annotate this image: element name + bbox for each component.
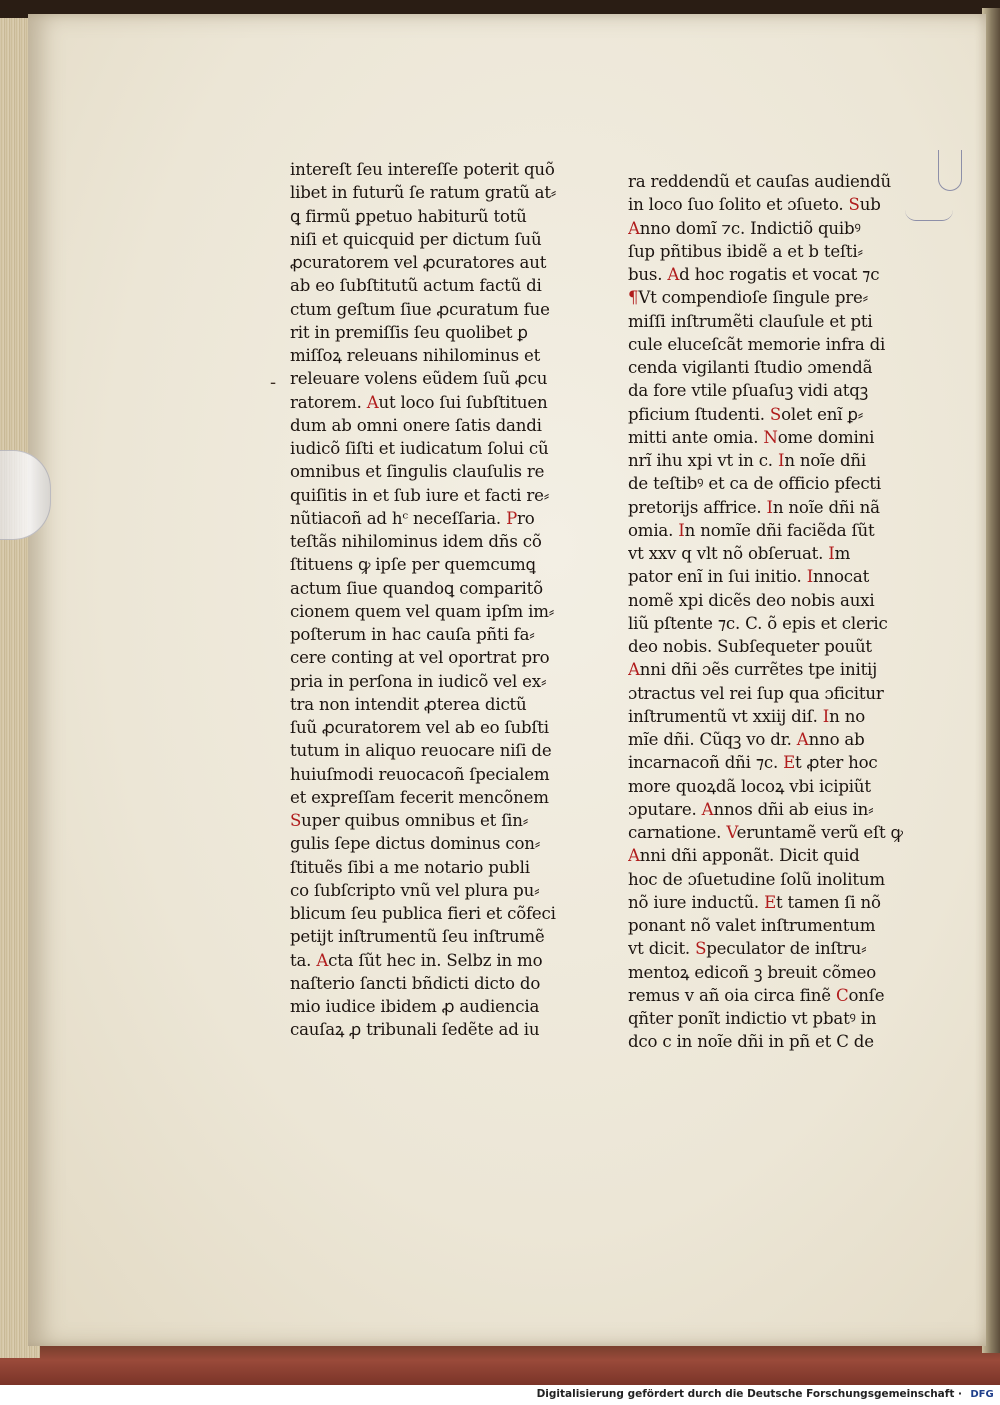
line-text: cauſaꝝ ꝓ tribunali ſedẽte ad iu <box>290 1020 540 1040</box>
line-text: miſſi inſtrumẽti clauſule et pti <box>628 311 873 331</box>
text-line <box>290 298 570 321</box>
text-line <box>290 832 570 855</box>
line-text-cont: ut loco ſui ſubſtituen <box>378 392 548 412</box>
text-line <box>290 972 570 995</box>
text-line <box>628 333 908 356</box>
line-text: intereſt ſeu intereſſe poterit quõ <box>290 160 555 179</box>
line-text: et expreſſam fecerit mencõnem <box>290 787 549 807</box>
line-text: ſtituens ꝙ ipſe per quemcumꝗ <box>290 555 536 575</box>
line-text: ab eo ſubſtitutũ actum factũ di <box>290 276 542 296</box>
rubric-initial: P <box>506 508 518 528</box>
line-text: de teſtibꝰ et ca de officio pfecti <box>628 474 881 494</box>
line-text: releuare volens eũdem ſuũ ꝓcu <box>290 369 548 389</box>
line-text-cont: Vt compendioſe ſingule pre⸗ <box>638 288 868 308</box>
text-line <box>628 217 908 240</box>
text-line <box>628 635 908 658</box>
line-text: ſuũ ꝓcuratorem vel ab eo ſubſti <box>290 718 549 737</box>
text-line <box>628 868 908 891</box>
line-text: more quoꝝdã locoꝝ vbi icipiũt <box>628 776 871 796</box>
line-text-cont: onſe <box>848 985 885 1005</box>
line-text: hoc de ɔſuetudine ſolũ inolitum <box>628 869 885 889</box>
text-line <box>290 228 570 251</box>
rubric-initial: E <box>764 892 776 912</box>
line-text: mio iudice ibidem ꝓ audiencia <box>290 997 540 1016</box>
text-line <box>628 286 908 309</box>
text-line <box>290 158 570 181</box>
line-text: miſſoꝝ releuans nihilominus et <box>290 346 541 365</box>
text-line <box>628 612 908 635</box>
text-line <box>290 646 570 669</box>
line-text: cionem quem vel quam ipſm im⸗ <box>290 601 555 621</box>
text-line <box>628 379 908 402</box>
line-text: naſterio ſancti bñdicti dicto do <box>290 973 541 993</box>
text-line <box>628 844 908 867</box>
book-cover-edge <box>0 1340 1000 1385</box>
line-text-cont: peculator de inſtru⸗ <box>706 939 867 959</box>
line-text: ponant nõ valet inſtrumentum <box>628 916 876 935</box>
text-line <box>628 1030 908 1053</box>
text-line <box>628 449 908 472</box>
text-line <box>628 403 908 426</box>
rubric-initial: A <box>628 846 640 866</box>
text-line <box>628 542 908 565</box>
text-column-left <box>290 158 570 1042</box>
text-line <box>290 391 570 414</box>
line-text: cenda vigilanti ſtudio ɔmendã <box>628 358 873 377</box>
text-line <box>290 763 570 786</box>
text-line <box>290 205 570 228</box>
line-text: remus v añ oia circa finẽ <box>628 985 836 1005</box>
line-text-cont: ro <box>517 508 535 528</box>
line-text: nõ iure inductũ. <box>628 892 765 912</box>
margin-annotation-swash <box>905 210 953 221</box>
rubric-initial: A <box>316 950 329 970</box>
rubric-initial: N <box>763 427 778 447</box>
line-text: rit in premiſſis ſeu quolibet ꝑ <box>290 322 528 342</box>
text-line <box>290 879 570 902</box>
text-line <box>290 693 570 716</box>
line-text: mitti ante omia. <box>628 427 764 447</box>
line-text: dco c in noĩe dñi in pñ et C de <box>628 1032 874 1052</box>
line-text-cont: nno domĩ ⁊c. Indictiõ quibꝰ <box>639 218 861 238</box>
line-text: ꝓcuratorem vel ꝓcuratores aut <box>290 253 547 272</box>
text-line <box>628 658 908 681</box>
rubric-initial: I <box>822 706 830 726</box>
text-line <box>628 426 908 449</box>
line-text: incarnacoñ dñi ⁊c. <box>628 753 784 773</box>
line-text: ɔtractus vel rei ſup qua ɔficitur <box>628 683 884 703</box>
footer-credit: Digitalisierung gefördert durch die Deutsche Forschungsgemeinschaft · <box>536 1388 962 1400</box>
text-line <box>628 728 908 751</box>
line-text-cont: t tamen ſi nõ <box>776 892 881 912</box>
line-text: pator enĩ in ſui initio. <box>628 567 807 587</box>
line-text: inſtrumentũ vt xxiij diſ. <box>628 706 823 726</box>
line-text: libet in futurũ ſe ratum gratũ at⸗ <box>290 183 557 203</box>
rubric-initial: E <box>783 753 796 773</box>
rubric-initial: I <box>678 520 685 540</box>
line-text: bus. <box>628 265 668 284</box>
line-text: tra non intendit ꝓterea dictũ <box>290 694 527 714</box>
rubric-initial: I <box>766 497 773 517</box>
line-text: nrĩ ihu xpi vt in c. <box>628 451 778 470</box>
text-line <box>290 367 570 390</box>
line-text-cont: nnocat <box>813 567 870 587</box>
line-text-cont: n no <box>829 706 865 726</box>
line-text: ratorem. <box>290 392 367 412</box>
text-line <box>290 274 570 297</box>
line-text-cont: t ꝓter hoc <box>795 753 878 773</box>
text-line <box>290 460 570 483</box>
text-line <box>290 786 570 809</box>
line-text-cont: m <box>834 544 851 563</box>
line-text: quiſitis in et ſub iure et facti re⸗ <box>290 485 550 505</box>
text-line <box>628 961 908 984</box>
line-text: pficium ſtudenti. <box>628 404 770 424</box>
line-text-cont: n noĩe dñi <box>784 451 866 470</box>
rubric-initial: I <box>806 567 814 587</box>
text-line <box>628 170 908 193</box>
line-text: ta. <box>290 950 317 970</box>
text-line <box>290 437 570 460</box>
text-line <box>290 925 570 948</box>
text-line <box>290 577 570 600</box>
line-text: mentoꝝ edicoñ ꝫ breuit cõmeo <box>628 962 877 982</box>
line-text: dum ab omni onere ſatis dandi <box>290 415 542 435</box>
margin-annotation-mark <box>938 150 962 191</box>
text-line <box>290 600 570 623</box>
text-line <box>628 472 908 495</box>
text-line <box>290 670 570 693</box>
rubric-initial: I <box>777 451 785 470</box>
line-text-cont: ub <box>859 195 881 215</box>
text-line <box>628 937 908 960</box>
rubric-initial: S <box>848 195 860 215</box>
dfg-logo: DFG <box>968 1388 996 1402</box>
line-text-cont: nni dñi ɔẽs currẽtes tpe initij <box>639 660 878 680</box>
line-text-cont: nno ab <box>808 730 865 749</box>
text-line <box>290 716 570 739</box>
line-text: niſi et quicquid per dictum ſuũ <box>290 229 542 249</box>
line-text: petijt inſtrumentũ ſeu inſtrumẽ <box>290 927 545 947</box>
line-text: ꝗ firmũ ꝑpetuo habiturũ totũ <box>290 206 527 226</box>
line-text: teſtãs nihilominus idem dñs cõ <box>290 532 542 551</box>
text-line <box>290 1018 570 1041</box>
text-line <box>628 310 908 333</box>
text-line <box>628 193 908 216</box>
line-text: actum ſiue quandoꝗ comparitõ <box>290 578 543 598</box>
margin-mark: - <box>270 372 277 393</box>
rubric-initial: V <box>726 823 737 842</box>
rubric-initial: A <box>701 799 714 819</box>
rubric-initial: ¶ <box>628 288 639 308</box>
line-text: deo nobis. Subſequeter pouũt <box>628 637 872 656</box>
line-text-cont: n noĩe dñi nã <box>772 497 880 517</box>
line-text: qñter ponĩt indictio vt pbatꝰ in <box>628 1009 877 1028</box>
line-text: ra reddendũ et cauſas audiendũ <box>628 172 891 191</box>
line-text: tutum in aliquo reuocare niſi de <box>290 741 552 761</box>
line-text-cont: ome domini <box>777 427 875 447</box>
text-line <box>628 519 908 542</box>
line-text: cere conting at vel oportrat pro <box>290 648 550 668</box>
text-line <box>290 856 570 879</box>
text-line <box>628 751 908 774</box>
text-line <box>628 263 908 286</box>
rubric-initial: S <box>290 811 302 830</box>
text-line <box>628 496 908 519</box>
line-text: poſterum in hac cauſa pñti fa⸗ <box>290 625 535 644</box>
line-text: blicum ſeu publica fieri et cõfeci <box>290 904 556 923</box>
line-text: iudicõ ſiſti et iudicatum ſolui cũ <box>290 439 549 458</box>
line-text: ɔputare. <box>628 799 702 819</box>
text-line <box>290 809 570 832</box>
rubric-initial: I <box>828 544 835 563</box>
rubric-initial: A <box>628 218 640 238</box>
rubric-initial: A <box>628 660 640 680</box>
text-line <box>290 623 570 646</box>
line-text: carnatione. <box>628 823 727 842</box>
text-line <box>290 181 570 204</box>
footer-bar <box>0 1385 1000 1405</box>
rubric-initial: A <box>796 730 809 749</box>
text-line <box>628 356 908 379</box>
line-text: gulis ſepe dictus dominus con⸗ <box>290 834 541 854</box>
text-line <box>290 902 570 925</box>
line-text-cont: olet enĩ ꝑ⸗ <box>781 404 864 424</box>
text-line <box>290 949 570 972</box>
rubric-initial: A <box>366 392 379 412</box>
line-text: huiuſmodi reuocacoñ ſpecialem <box>290 764 550 784</box>
text-line <box>628 589 908 612</box>
text-line <box>628 705 908 728</box>
text-line <box>628 240 908 263</box>
line-text-cont: eruntamẽ verũ eſt ꝙ <box>736 823 903 842</box>
text-line <box>628 984 908 1007</box>
text-line <box>290 344 570 367</box>
text-line <box>628 1007 908 1030</box>
text-line <box>290 739 570 762</box>
text-line <box>290 530 570 553</box>
rubric-initial: S <box>769 404 782 424</box>
text-line <box>290 321 570 344</box>
line-text: co ſubſcripto vnũ vel plura pu⸗ <box>290 880 540 900</box>
text-column-right <box>628 170 908 1054</box>
line-text: ſtituẽs ſibi a me notario publi <box>290 857 530 877</box>
line-text: in loco ſuo ſolito et ɔſueto. <box>628 195 849 215</box>
text-line <box>290 995 570 1018</box>
text-line <box>290 414 570 437</box>
line-text-cont: n nomĩe dñi faciẽda ſũt <box>684 520 875 540</box>
text-line <box>290 507 570 530</box>
line-text: ſup pñtibus ibidẽ a et b teſti⸗ <box>628 241 863 261</box>
line-text: nũtiacoñ ad hᶜ neceſſaria. <box>290 508 507 528</box>
rubric-initial: C <box>835 985 849 1005</box>
text-line <box>628 891 908 914</box>
line-text: omnibus et ſingulis clauſulis re <box>290 462 545 482</box>
line-text-cont: nni dñi apponãt. Dicit quid <box>639 846 860 866</box>
text-line <box>290 484 570 507</box>
line-text-cont: d hoc rogatis et vocat ⁊c <box>679 265 880 284</box>
text-line <box>628 798 908 821</box>
text-line <box>628 682 908 705</box>
line-text: vt dicit. <box>628 939 696 959</box>
text-line <box>628 821 908 844</box>
text-line <box>290 251 570 274</box>
line-text: vt xxv q vlt nõ obſeruat. <box>628 544 829 563</box>
line-text: da fore vtile pſuaſuꝫ vidi atqꝫ <box>628 381 868 401</box>
text-line <box>628 775 908 798</box>
text-line <box>628 914 908 937</box>
line-text: mĩe dñi. Cũqꝫ vo dr. <box>628 730 797 749</box>
line-text-cont: cta ſũt hec in. Selbz in mo <box>328 950 543 970</box>
rubric-initial: S <box>695 939 707 959</box>
line-text-cont: nnos dñi ab eius in⸗ <box>713 799 874 819</box>
line-text-cont: uper quibus omnibus et ſin⸗ <box>301 811 529 830</box>
line-text: pretorijs affrice. <box>628 497 767 517</box>
line-text: nomẽ xpi dicẽs deo nobis auxi <box>628 590 875 610</box>
line-text: omia. <box>628 520 679 540</box>
rubric-initial: A <box>667 265 680 284</box>
line-text: pria in perſona in iudicõ vel ex⸗ <box>290 671 547 691</box>
text-line <box>290 553 570 576</box>
line-text: cule eluceſcãt memorie infra di <box>628 334 886 354</box>
line-text: liũ pſtente ⁊c. C. õ epis et cleric <box>628 613 888 633</box>
text-line <box>628 565 908 588</box>
line-text: ctum geſtum ſiue ꝓcuratum fue <box>290 299 550 319</box>
